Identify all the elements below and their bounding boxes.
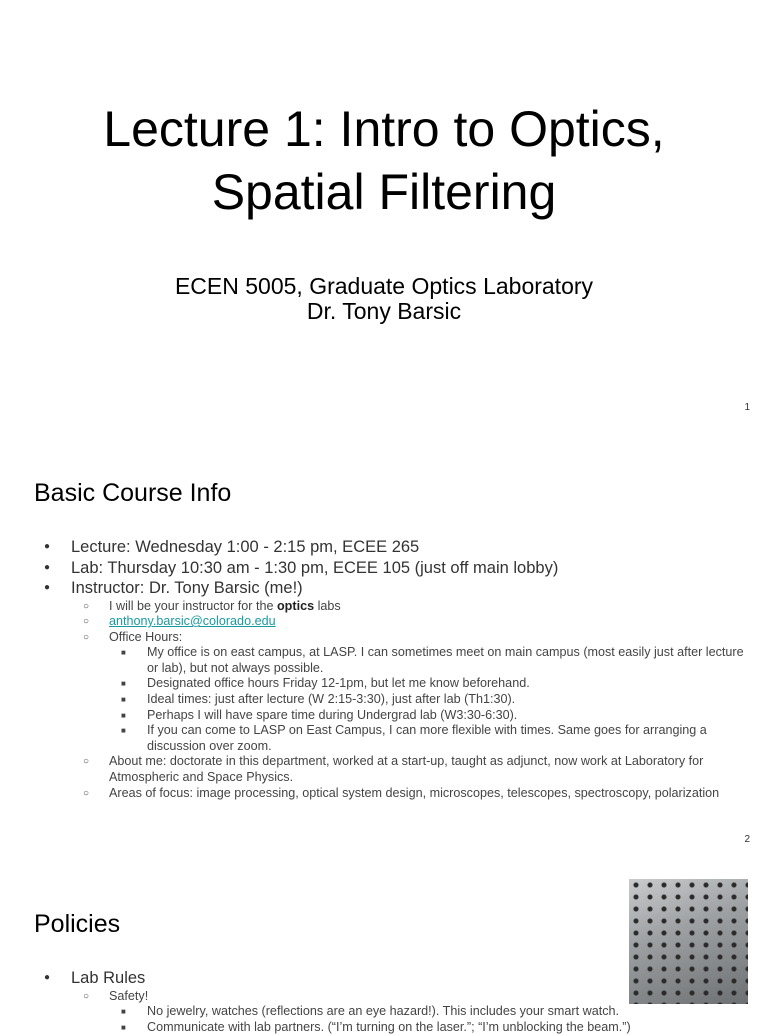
office-hours-entry: ■ If you can come to LASP on East Campus, I can more flexible with times. Same goes for arranging a discussion over zoom.: [121, 723, 744, 754]
list-item-lab: ● Lab: Thursday 10:30 am - 1:30 pm, ECEE 105 (just off main lobby): [44, 558, 744, 579]
instructor-role: [83, 599, 744, 615]
safety-rule: ■ No jewelry, watches (reflections are an eye hazard!). This includes your smart watch.: [121, 1004, 744, 1020]
office-hours-list: [121, 645, 744, 754]
about-me-item: ○ About me: doctorate in this department, worked at a start-up, taught as adjunct, now work at Laboratory for Atmospheric and Space Physics.: [83, 754, 744, 785]
lecture-title: [0, 98, 768, 224]
email-link[interactable]: anthony.barsic@colorado.edu: [109, 614, 276, 628]
subtitle-line-2: Dr. Tony Barsic: [0, 299, 768, 324]
subtitle-line-1: ECEN 5005, Graduate Optics Laboratory: [0, 274, 768, 299]
office-hours-entry: ■ Designated office hours Friday 12-1pm, but let me know beforehand.: [121, 676, 744, 692]
slide-title: Policies: [34, 910, 120, 939]
office-hours-item: [83, 630, 744, 755]
office-hours-label: Office Hours:: [109, 630, 182, 644]
role-suffix: labs: [314, 599, 341, 613]
lab-rules-sublist: [83, 989, 744, 1035]
page-number: 2: [744, 834, 750, 845]
title-line-2: Spatial Filtering: [0, 161, 768, 224]
instructor-email-item: [83, 614, 744, 630]
page-number: 1: [744, 402, 750, 413]
office-hours-entry: ■ Ideal times: just after lecture (W 2:15-3:30), just after lab (Th1:30).: [121, 692, 744, 708]
safety-rules-list: [121, 1004, 744, 1035]
office-hours-entry: ■ Perhaps I will have spare time during Undergrad lab (W3:30-6:30).: [121, 708, 744, 724]
list-item-lab-rules: [44, 968, 744, 1035]
focus-areas-item: ○ Areas of focus: image processing, optical system design, microscopes, telescopes, spectroscopy, polarization: [83, 786, 744, 802]
title-line-1: Lecture 1: Intro to Optics,: [0, 98, 768, 161]
safety-item: [83, 989, 744, 1035]
policies-list: [44, 968, 744, 1035]
instructor-details: [83, 599, 744, 802]
course-info-list: [44, 537, 744, 801]
slide-2: [0, 432, 768, 864]
role-bold: optics: [277, 599, 314, 613]
safety-rule: ■ Communicate with lab partners. (“I’m turning on the laser.”; “I’m unblocking the beam.”): [121, 1020, 744, 1035]
role-text: I will be your instructor for the: [109, 599, 277, 613]
slide-title: Basic Course Info: [34, 479, 231, 508]
list-item-lecture: ● Lecture: Wednesday 1:00 - 2:15 pm, ECEE 265: [44, 537, 744, 558]
instructor-label: Instructor: Dr. Tony Barsic (me!): [71, 579, 303, 597]
list-item-instructor: [44, 578, 744, 801]
lab-rules-label: Lab Rules: [71, 969, 145, 987]
lecture-subtitle: [0, 274, 768, 324]
safety-label: Safety!: [109, 989, 148, 1003]
slide-1: [0, 0, 768, 432]
slide-3: [0, 864, 768, 1024]
office-hours-entry: ■ My office is on east campus, at LASP. I can sometimes meet on main campus (most easily just after lecture or lab), but not always possible.: [121, 645, 744, 676]
